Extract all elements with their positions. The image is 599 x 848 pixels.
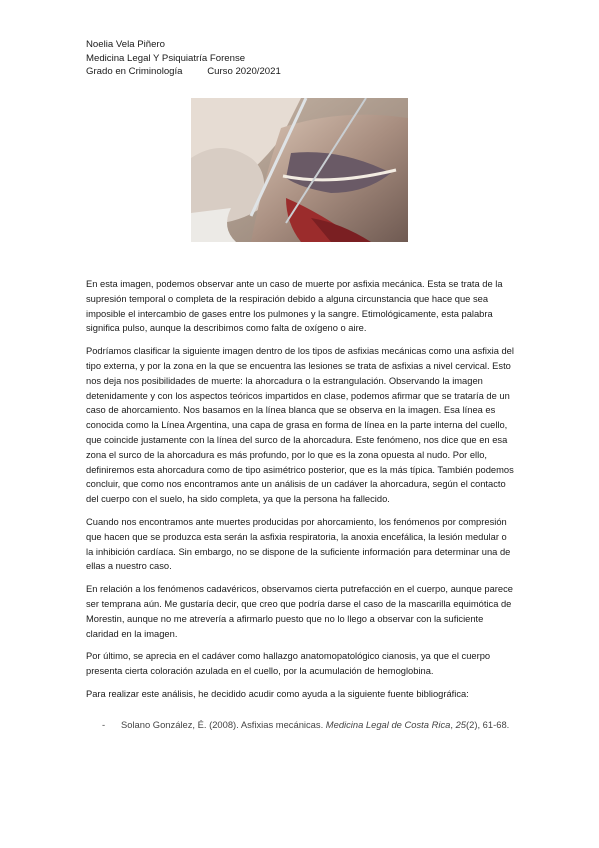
reference-authors: Solano González, É. (2008). Asfixias mecánicas. (121, 719, 326, 730)
course-year: Curso 2020/2021 (207, 66, 281, 77)
forensic-photo (191, 98, 408, 242)
paragraph-classification: Podríamos clasificar la siguiente imagen dentro de los tipos de asfixias mecánicas como una asfixia del tipo externa, y por la zona en la que se encuentra las lesiones se trata de asfixias a nivel cervical. Esto nos deja nos posibilidades de muerte: la ahorcadura o la estrangulación. Observando la imagen detenidamente y con los aspectos teóricos impartidos en clase, podemos afirmar que se trataría de un caso de ahorcamiento. Nos basamos en la línea blanca que se observa en la imagen. Esa línea es conocida como la Línea Argentina, una capa de grasa en forma de línea en la parte interna del cuello, que coincide justamente con la línea del surco de la ahorcadura. Este fenómeno, nos dice que en esa zona el surco de la ahorcadura es más profundo, por lo que es la zona opuesta al nudo. Por ello, definiremos esta ahorcadura como de tipo asimétrico posterior, que es la más típica. También podemos concluir, que como nos encontramos ante un análisis de un cadáver la ahorcadura, según el contacto del cuerpo con el suelo, ha sido completa, ya que la persona ha fallecido. (86, 346, 514, 505)
list-bullet: - (102, 719, 106, 730)
reference-separator: , (450, 719, 456, 730)
reference-journal: Medicina Legal de Costa Rica (325, 719, 451, 730)
paragraph-compression: Cuando nos encontramos ante muertes producidas por ahorcamiento, los fenómenos por compresión que hacen que se produzca esta serán la asfixia respiratoria, la anoxia encefálica, la lesión medular o la inhibición cardíaca. Sin embargo, no se dispone de la suficiente información para determinar una de ellas a nuestro caso. (86, 516, 511, 572)
subject-name: Medicina Legal Y Psiquiatría Forense (86, 52, 246, 64)
reference-text (121, 718, 522, 732)
document-header (86, 38, 281, 79)
paragraph-cadaveric: En relación a los fenómenos cadavéricos, observamos cierta putrefacción en el cuerpo, aunque parece ser temprana aún. Me gustaría decir, que creo que podría darse el caso de la mascarilla equimótica de Morestin, aunque no me atrevería a afirmarlo puesto que no lo llego a observar con la suficiente claridad en la imagen. (86, 584, 513, 639)
analysis-text (86, 277, 516, 710)
paragraph-cyanosis: Por último, se aprecia en el cadáver como hallazgo anatomopatológico cianosis, ya que el cuerpo presenta cierta coloración azulada en el cuello, por la acumulación de hemoglobina. (86, 651, 491, 677)
degree-name: Grado en Criminología (86, 66, 183, 77)
reference-pages: (2), 61-68. (466, 719, 510, 730)
paragraph-sources: Para realizar este análisis, he decidido acudir como ayuda a la siguiente fuente bibliográfica: (86, 688, 469, 699)
bibliography-entry (102, 718, 522, 732)
reference-volume: 25 (455, 719, 467, 730)
author-name: Noelia Vela Piñero (86, 39, 165, 50)
paragraph-intro: En esta imagen, podemos observar ante un caso de muerte por asfixia mecánica. Esta se trata de la supresión temporal o completa de la respiración debido a alguna circunstancia que hace que sea imposible el intercambio de gases entre los pulmones y la sangre. Etimológicamente, esta palabra significa pulso, aunque la describimos como falta de oxígeno o aire. (86, 279, 503, 334)
degree-course-line (86, 65, 281, 79)
